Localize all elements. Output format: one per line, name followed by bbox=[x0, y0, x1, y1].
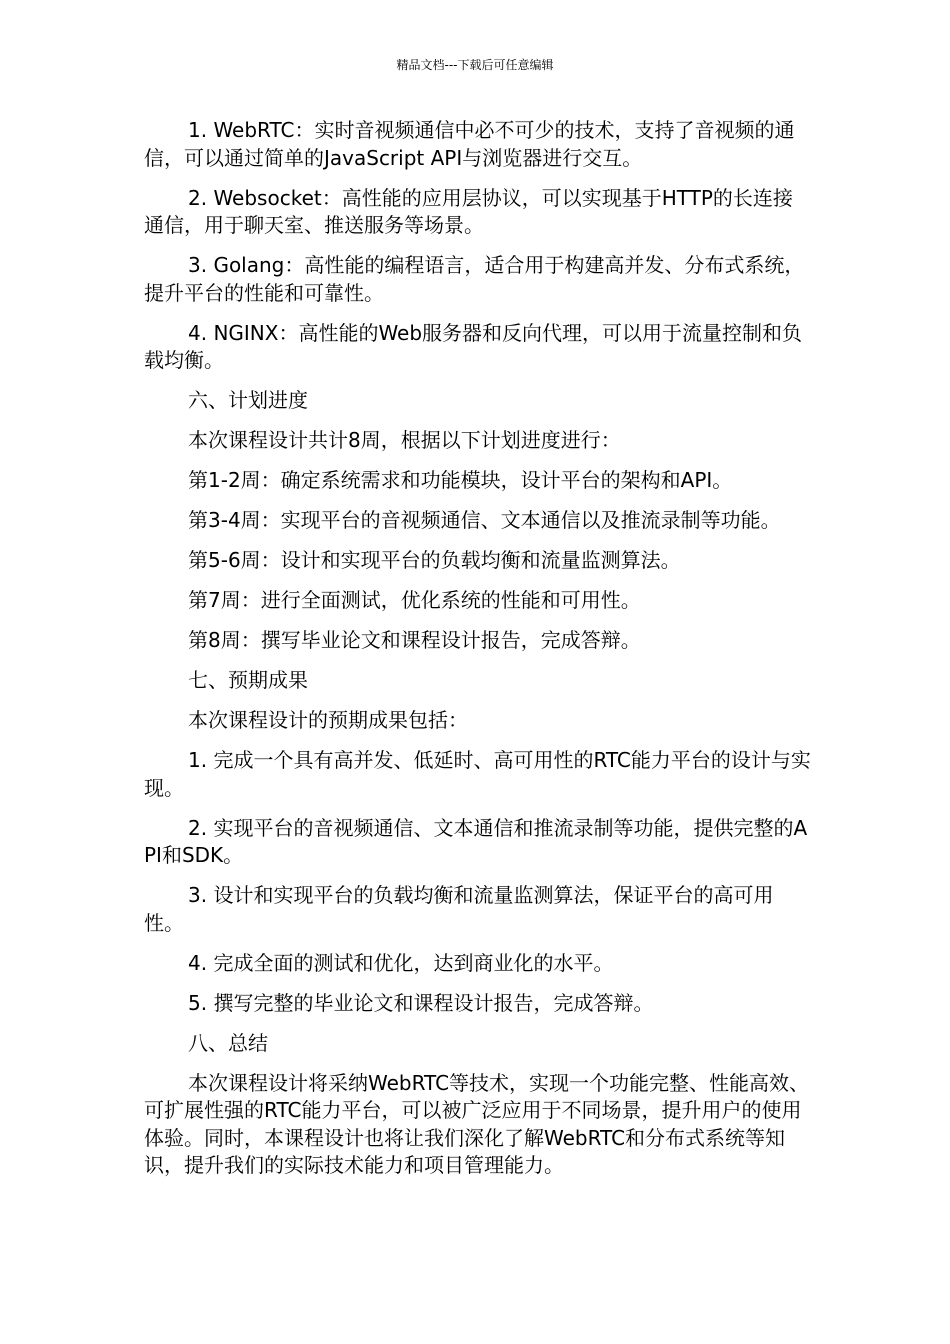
tech-item-webrtc: 1. WebRTC：实时音视频通信中必不可少的技术，支持了音视频的通信，可以通过简单的JavaScript API与浏览器进行交互。 bbox=[144, 118, 795, 170]
schedule-intro: 本次课程设计共计8周，根据以下计划进度进行： bbox=[188, 428, 621, 452]
schedule-item: 第5-6周：设计和实现平台的负载均衡和流量监测算法。 bbox=[188, 548, 681, 572]
schedule-item: 第8周：撰写毕业论文和课程设计报告，完成答辩。 bbox=[188, 628, 641, 652]
outcome-item: 1. 完成一个具有高并发、低延时、高可用性的RTC能力平台的设计与实现。 bbox=[144, 748, 811, 800]
outcome-item: 3. 设计和实现平台的负载均衡和流量监测算法，保证平台的高可用性。 bbox=[144, 883, 774, 935]
section-heading-schedule: 六、计划进度 bbox=[188, 388, 308, 412]
schedule-item: 第3-4周：实现平台的音视频通信、文本通信以及推流录制等功能。 bbox=[188, 508, 781, 532]
outcome-item: 5. 撰写完整的毕业论文和课程设计报告，完成答辩。 bbox=[188, 990, 654, 1015]
outcomes-intro: 本次课程设计的预期成果包括： bbox=[188, 708, 468, 732]
document-body bbox=[144, 117, 812, 1192]
outcome-item: 4. 完成全面的测试和优化，达到商业化的水平。 bbox=[188, 950, 614, 975]
tech-item-nginx: 4. NGINX：高性能的Web服务器和反向代理，可以用于流量控制和负载均衡。 bbox=[144, 320, 803, 372]
section-heading-summary: 八、总结 bbox=[188, 1030, 268, 1055]
outcome-item: 2. 实现平台的音视频通信、文本通信和推流录制等功能，提供完整的API和SDK。 bbox=[144, 815, 808, 867]
tech-item-websocket: 2. Websocket：高性能的应用层协议，可以实现基于HTTP的长连接通信，用于聊天室、推送服务等场景。 bbox=[144, 185, 793, 237]
page-header: 精品文档---下载后可任意编辑 bbox=[396, 58, 554, 72]
tech-item-golang: 3. Golang：高性能的编程语言，适合用于构建高并发、分布式系统，提升平台的性能和可靠性。 bbox=[144, 253, 805, 305]
schedule-item: 第1-2周：确定系统需求和功能模块，设计平台的架构和API。 bbox=[188, 468, 733, 492]
summary-text: 本次课程设计将采纳WebRTC等技术，实现一个功能完整、性能高效、可扩展性强的RTC能力平台，可以被广泛应用于不同场景，提升用户的使用体验。同时，本课程设计也将让我们深化了解WebRTC和分布式系统等知识，提升我们的实际技术能力和项目管理能力。 bbox=[144, 1070, 810, 1177]
section-heading-outcomes: 七、预期成果 bbox=[188, 668, 308, 692]
schedule-item: 第7周：进行全面测试，优化系统的性能和可用性。 bbox=[188, 588, 641, 612]
